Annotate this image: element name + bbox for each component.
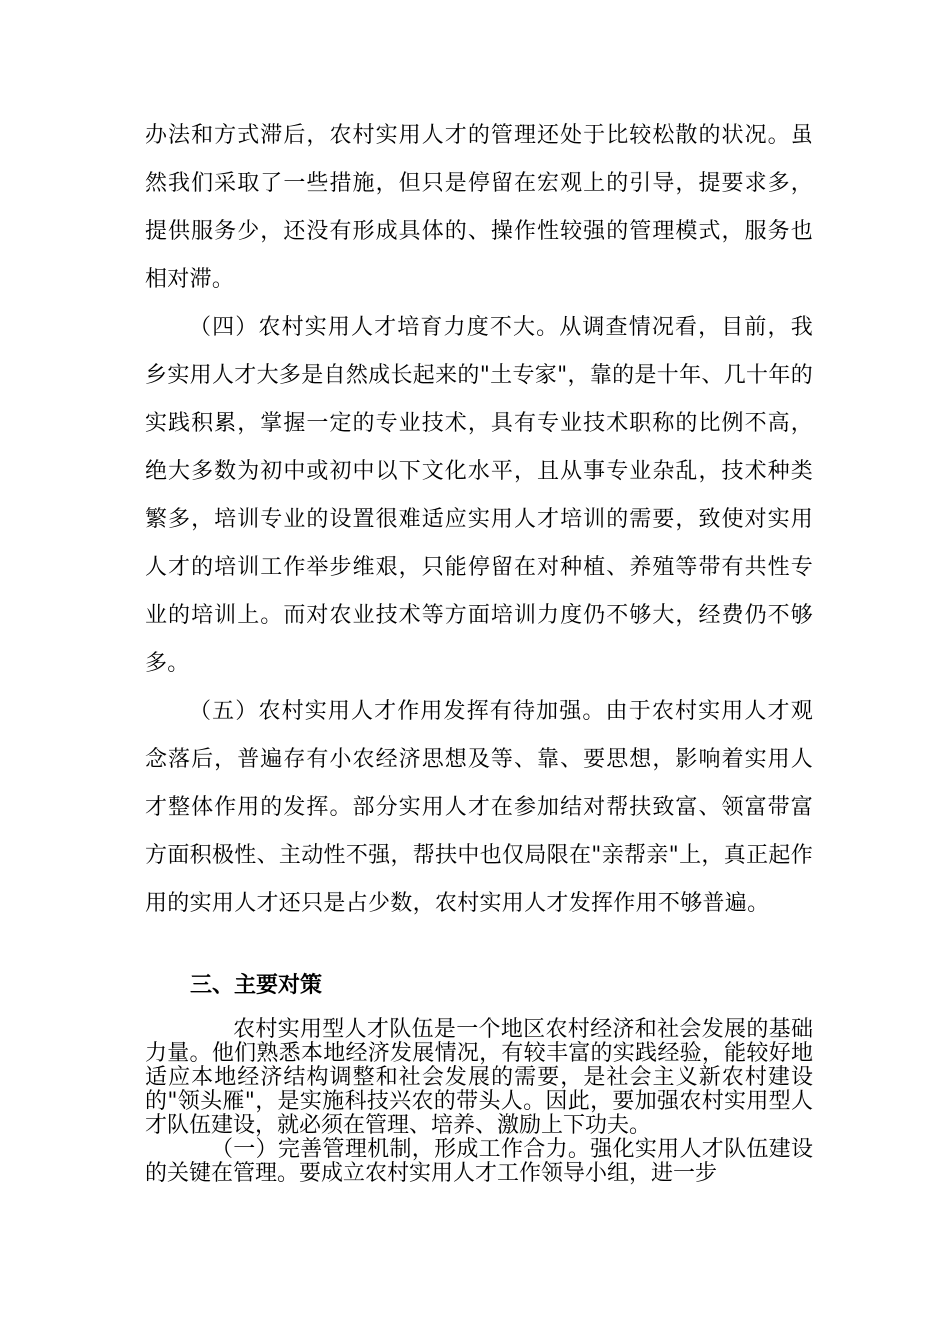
paragraph-cultivation: （四）农村实用人才培育力度不大。从调查情况看，目前，我乡实用人才大多是自然成长起来的"土专家"，靠的是十年、几十年的实践积累，掌握一定的专业技术，具有专业技术职称的比例不高，绝大多数为初中或初中以下文化水平，且从事专业杂乱，技术种类繁多，培训专业的设置很难适应实用人才培训的需要，致使对实用人才的培训工作举步维艰，只能停留在对种植、养殖等带有共性专业的培训上。而对农业技术等方面培训力度仍不够大，经费仍不够多。 — [145, 315, 813, 676]
body-text-lower — [145, 1018, 813, 1186]
body-text-upper — [145, 112, 813, 928]
paragraph-countermeasures-intro: 农村实用型人才队伍是一个地区农村经济和社会发展的基础力量。他们熟悉本地经济发展情况，有较丰富的实践经验，能较好地适应本地经济结构调整和社会发展的需要，是社会主义新农村建设的"领头雁"，是实施科技兴农的带头人。因此，要加强农村实用型人才队伍建设，就必须在管理、培养、激励上下功夫。 — [145, 1017, 813, 1138]
paragraph-management-mechanism: （一）完善管理机制，形成工作合力。强化实用人才队伍建设的关键在管理。要成立农村实用人才工作领导小组，进一步 — [145, 1137, 813, 1186]
section-heading: 三、主要对策 — [190, 973, 323, 998]
paragraph-management: 办法和方式滞后，农村实用人才的管理还处于比较松散的状况。虽然我们采取了一些措施，但只是停留在宏观上的引导，提要求多，提供服务少，还没有形成具体的、操作性较强的管理模式，服务也相对滞。 — [145, 123, 813, 292]
paragraph-role: （五）农村实用人才作用发挥有待加强。由于农村实用人才观念落后，普遍存有小农经济思想及等、靠、要思想，影响着实用人才整体作用的发挥。部分实用人才在参加结对帮扶致富、领富带富方面积极性、主动性不强，帮扶中也仅局限在"亲帮亲"上，真正起作用的实用人才还只是占少数，农村实用人才发挥作用不够普遍。 — [145, 699, 813, 916]
